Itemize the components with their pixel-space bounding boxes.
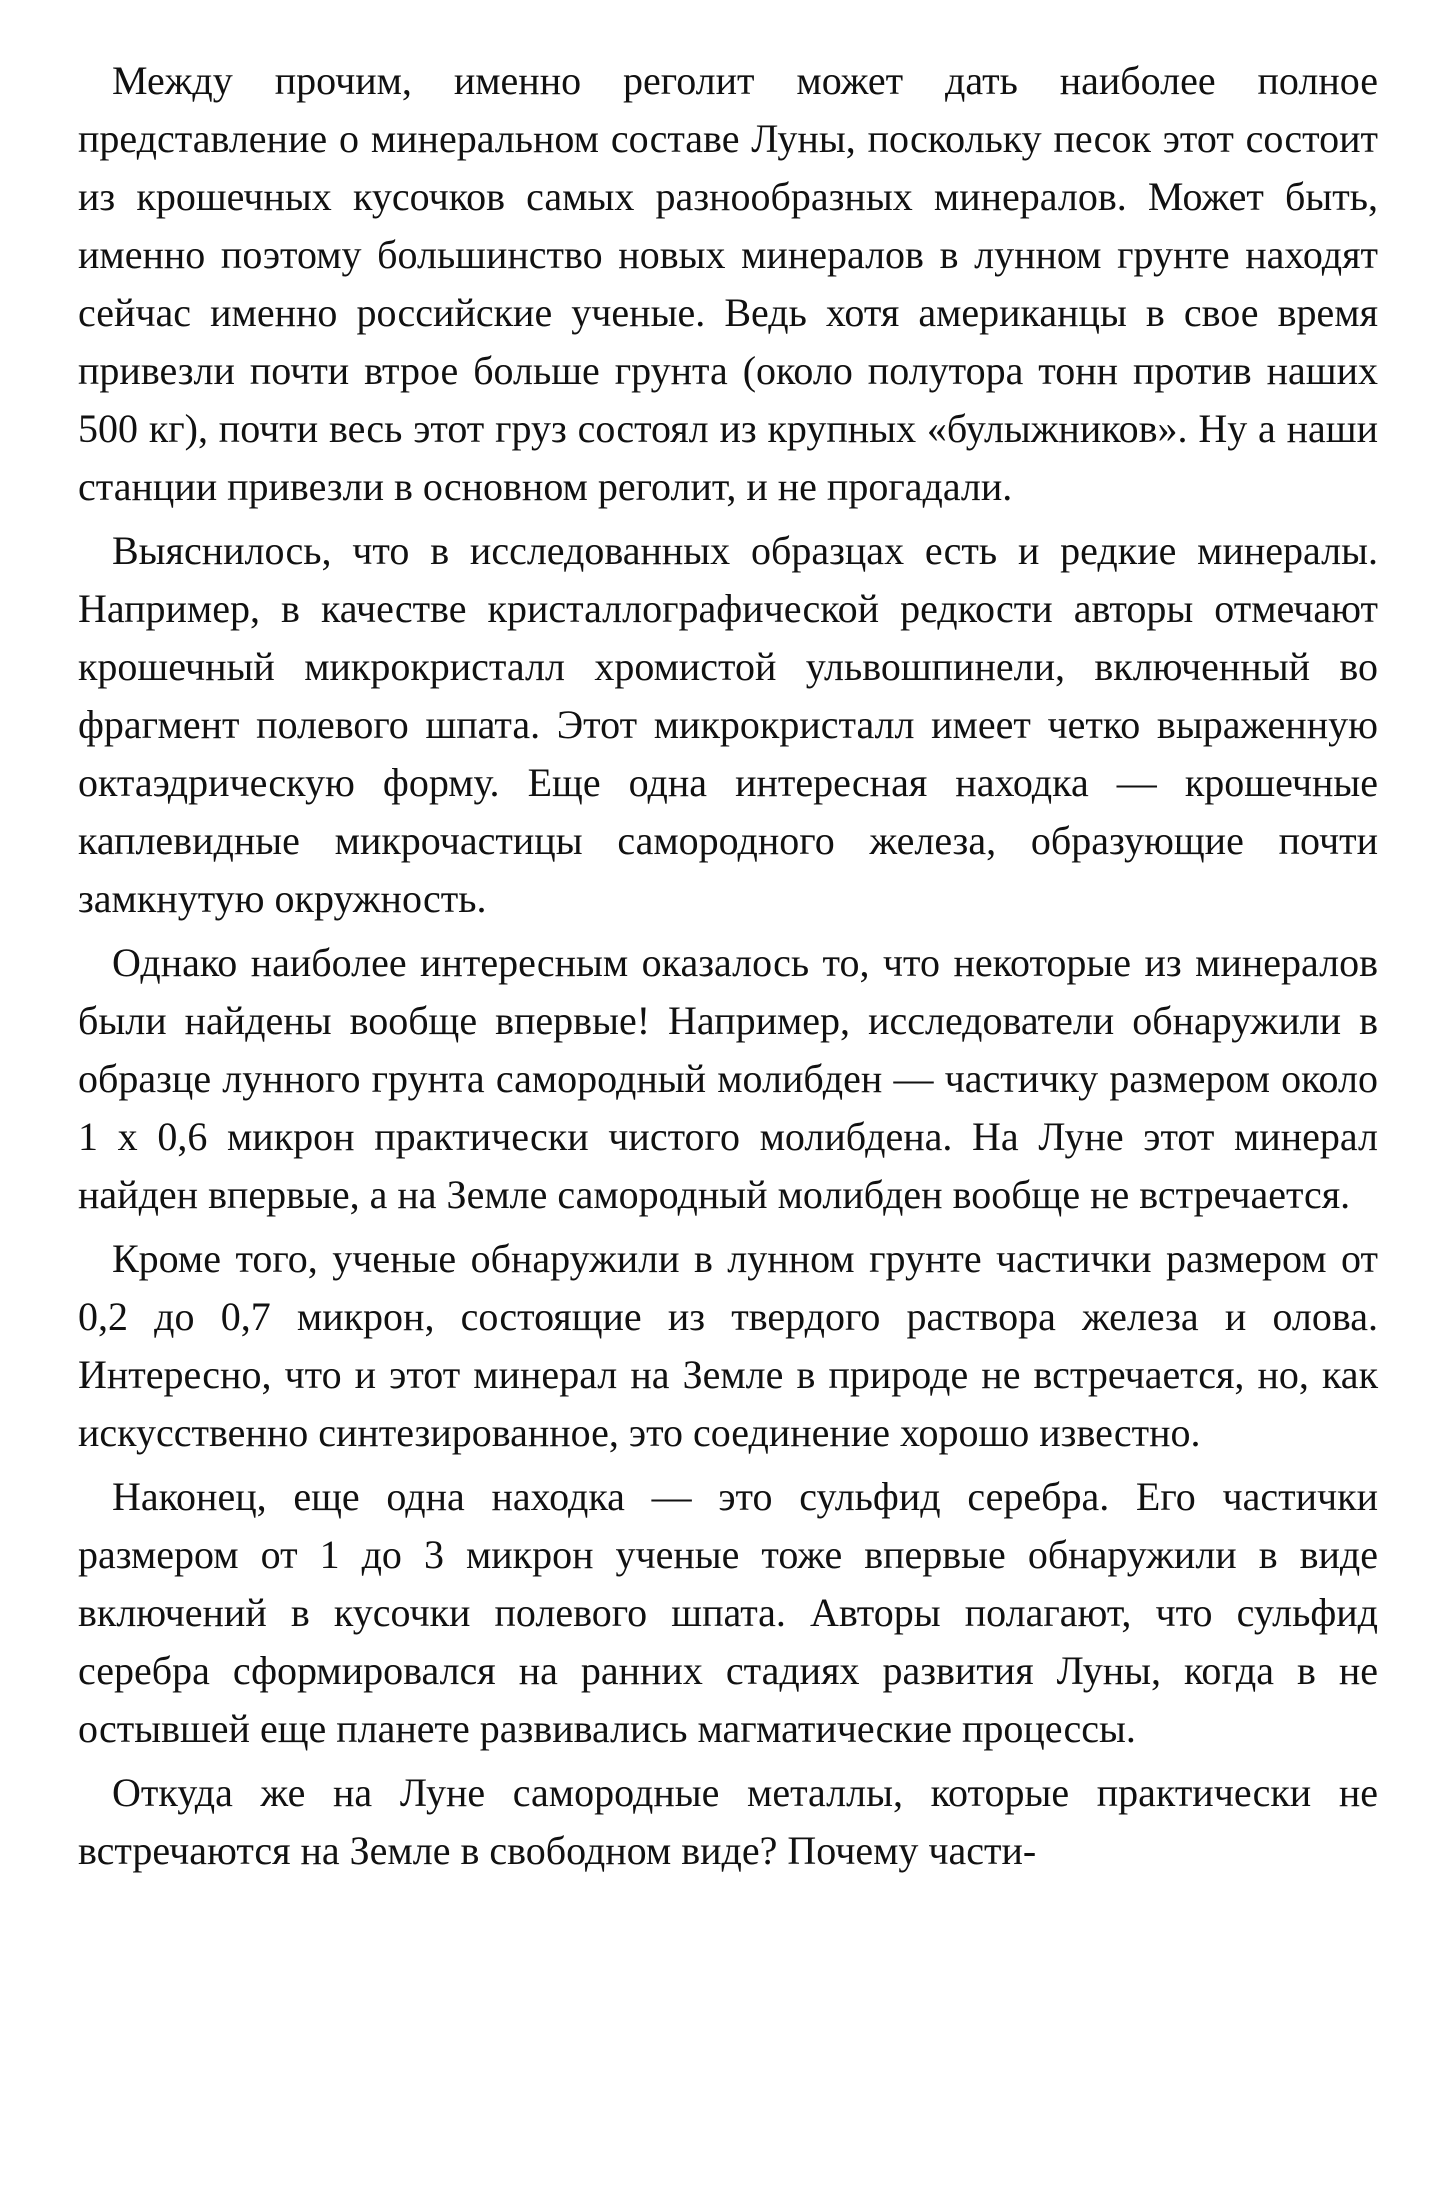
- paragraph-iron-tin: Кроме того, ученые обнаружили в лунном грунте частички размером от 0,2 до 0,7 микрон, состоящие из твердого раствора железа и олова. Интересно, что и этот минерал на Земле в природе не встречается, но, как искусственно синтезированное, это соединение хорошо известно.: [78, 1236, 1378, 1455]
- paragraph-native-metals-question: Откуда же на Луне самородные металлы, которые практически не встречаются на Земле в свободном виде? Почему части-: [78, 1770, 1378, 1873]
- paragraph-regolith: Между прочим, именно реголит может дать наиболее полное представление о минеральном составе Луны, поскольку песок этот состоит из крошечных кусочков самых разнообразных минералов. Может быть, именно поэтому большинство новых минералов в лунном грунте находят сейчас именно российские ученые. Ведь хотя американцы в свое время привезли почти втрое больше грунта (около полутора тонн против наших 500 кг), почти весь этот груз состоял из крупных «булыжников». Ну а наши станции привезли в основном реголит, и не прогадали.: [78, 58, 1378, 509]
- paragraph-silver-sulfide: Наконец, еще одна находка — это сульфид серебра. Его частички размером от 1 до 3 микрон ученые тоже впервые обнаружили в виде включений в кусочки полевого шпата. Авторы полагают, что сульфид серебра сформировался на ранних стадиях развития Луны, когда в не остывшей еще планете развивались магматические процессы.: [78, 1474, 1378, 1751]
- paragraph-molybdenum: Однако наиболее интересным оказалось то, что некоторые из минералов были найдены вообще впервые! Например, исследователи обнаружили в образце лунного грунта самородный молибден — частичку размером около 1 х 0,6 микрон практически чистого молибдена. На Луне этот минерал найден впервые, а на Земле самородный молибден вообще не встречается.: [78, 940, 1378, 1217]
- book-page: [78, 52, 1378, 1886]
- paragraph-rare-minerals: Выяснилось, что в исследованных образцах есть и редкие минералы. Например, в качестве кристаллографической редкости авторы отмечают крошечный микрокристалл хромистой ульвошпинели, включенный во фрагмент полевого шпата. Этот микрокристалл имеет четко выраженную октаэдрическую форму. Еще одна интересная находка — крошечные каплевидные микрочастицы самородного железа, образующие почти замкнутую окружность.: [78, 528, 1378, 921]
